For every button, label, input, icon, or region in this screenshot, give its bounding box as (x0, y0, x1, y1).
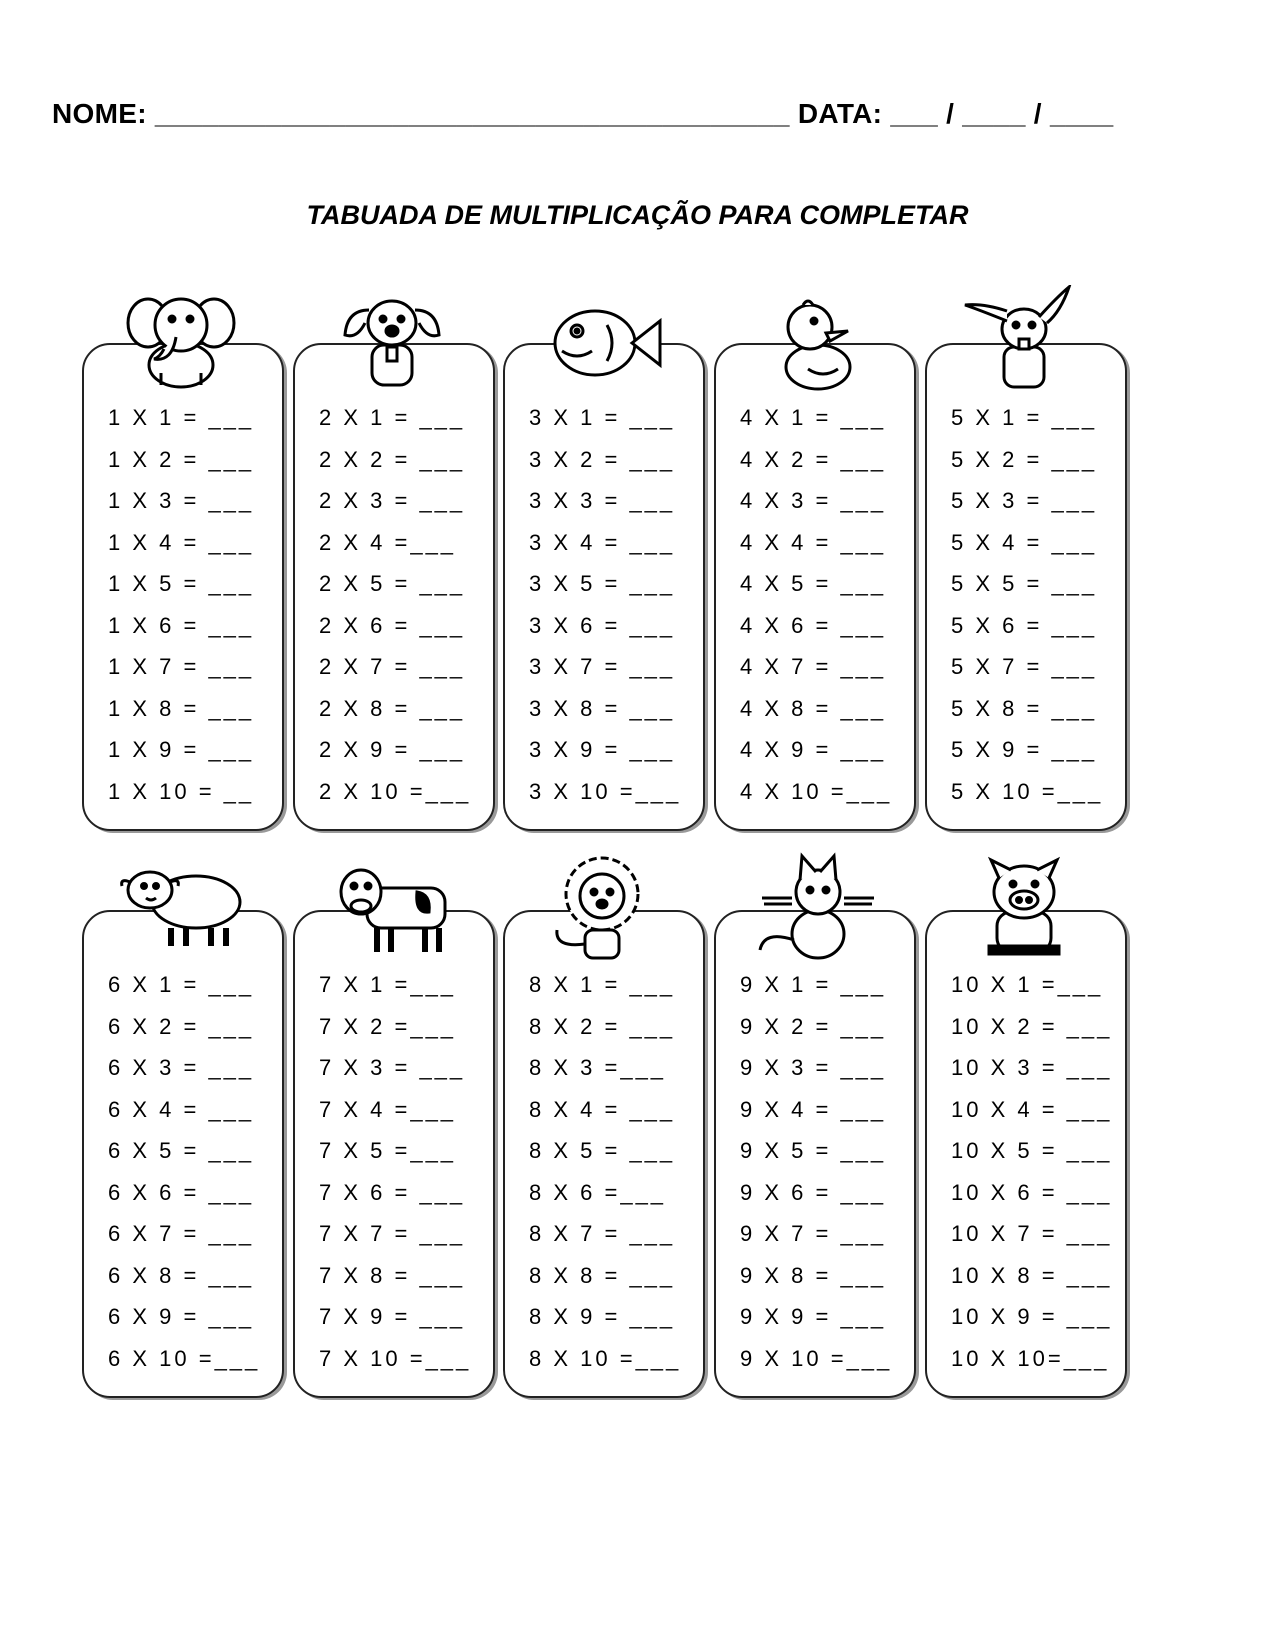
multiplication-row[interactable]: 6 X 7 = ___ (108, 1221, 255, 1246)
multiplication-row[interactable]: 5 X 4 = ___ (951, 529, 1098, 555)
multiplication-row[interactable]: 6 X 3 = ___ (108, 1055, 255, 1080)
multiplication-row[interactable]: 7 X 9 = ___ (319, 1304, 466, 1329)
table-rows (716, 964, 914, 1386)
multiplication-row[interactable]: 5 X 5 = ___ (951, 571, 1098, 596)
multiplication-row[interactable]: 3 X 6 = ___ (529, 612, 676, 638)
multiplication-row[interactable]: 9 X 6 = ___ (740, 1179, 887, 1205)
multiplication-row[interactable]: 7 X 2 =___ (319, 1013, 457, 1039)
multiplication-row[interactable]: 8 X 3 =___ (529, 1055, 667, 1080)
multiplication-row[interactable]: 3 X 1 = ___ (529, 405, 676, 430)
multiplication-row[interactable]: 7 X 7 = ___ (319, 1221, 466, 1246)
multiplication-row[interactable]: 3 X 8 = ___ (529, 695, 676, 721)
multiplication-row[interactable]: 8 X 8 = ___ (529, 1262, 676, 1288)
multiplication-row[interactable]: 1 X 1 = ___ (108, 405, 255, 430)
multiplication-row[interactable]: 8 X 6 =___ (529, 1179, 667, 1205)
multiplication-row[interactable]: 5 X 7 = ___ (951, 654, 1098, 679)
multiplication-row[interactable]: 6 X 9 = ___ (108, 1304, 255, 1329)
multiplication-row[interactable]: 10 X 1 =___ (951, 972, 1104, 997)
multiplication-row[interactable]: 4 X 2 = ___ (740, 446, 887, 472)
multiplication-row[interactable]: 5 X 2 = ___ (951, 446, 1098, 472)
multiplication-row[interactable]: 3 X 4 = ___ (529, 529, 676, 555)
table-card (925, 343, 1127, 831)
multiplication-row[interactable]: 10 X 9 = ___ (951, 1304, 1113, 1329)
multiplication-row[interactable]: 4 X 4 = ___ (740, 529, 887, 555)
multiplication-row[interactable]: 7 X 4 =___ (319, 1096, 457, 1122)
multiplication-row[interactable]: 2 X 7 = ___ (319, 654, 466, 679)
multiplication-row[interactable]: 4 X 7 = ___ (740, 654, 887, 679)
rabbit-icon (959, 285, 1089, 395)
multiplication-row[interactable]: 7 X 1 =___ (319, 972, 457, 997)
multiplication-row[interactable]: 9 X 10 =___ (740, 1345, 893, 1371)
multiplication-row[interactable]: 5 X 10 =___ (951, 778, 1104, 804)
multiplication-row[interactable]: 3 X 7 = ___ (529, 654, 676, 679)
multiplication-row[interactable]: 8 X 2 = ___ (529, 1013, 676, 1039)
multiplication-row[interactable]: 2 X 6 = ___ (319, 612, 466, 638)
multiplication-row[interactable]: 3 X 2 = ___ (529, 446, 676, 472)
pig-icon (959, 852, 1089, 962)
table-card (82, 910, 284, 1398)
table-card (82, 343, 284, 831)
multiplication-row[interactable]: 3 X 9 = ___ (529, 737, 676, 762)
fish-icon (537, 285, 667, 395)
multiplication-row[interactable]: 4 X 10 =___ (740, 778, 893, 804)
multiplication-row[interactable]: 6 X 6 = ___ (108, 1179, 255, 1205)
dog-icon (327, 285, 457, 395)
multiplication-row[interactable]: 2 X 9 = ___ (319, 737, 466, 762)
page-title: TABUADA DE MULTIPLICAÇÃO PARA COMPLETAR (306, 200, 969, 230)
multiplication-row[interactable]: 9 X 7 = ___ (740, 1221, 887, 1246)
multiplication-row[interactable]: 1 X 10 = __ (108, 778, 255, 804)
multiplication-row[interactable]: 6 X 8 = ___ (108, 1262, 255, 1288)
multiplication-row[interactable]: 5 X 9 = ___ (951, 737, 1098, 762)
multiplication-row[interactable]: 9 X 2 = ___ (740, 1013, 887, 1039)
table-rows (505, 397, 703, 819)
multiplication-row[interactable]: 2 X 8 = ___ (319, 695, 466, 721)
multiplication-row[interactable]: 4 X 6 = ___ (740, 612, 887, 638)
multiplication-row[interactable]: 8 X 10 =___ (529, 1345, 682, 1371)
multiplication-row[interactable]: 1 X 4 = ___ (108, 529, 255, 555)
multiplication-row[interactable]: 10 X 5 = ___ (951, 1138, 1113, 1163)
multiplication-row[interactable]: 1 X 7 = ___ (108, 654, 255, 679)
multiplication-row[interactable]: 2 X 3 = ___ (319, 488, 466, 513)
table-card (503, 910, 705, 1398)
multiplication-row[interactable]: 10 X 3 = ___ (951, 1055, 1113, 1080)
cat-icon (748, 852, 878, 962)
multiplication-row[interactable]: 8 X 4 = ___ (529, 1096, 676, 1122)
elephant-icon (116, 285, 246, 395)
table-card (293, 343, 495, 831)
multiplication-row[interactable]: 4 X 9 = ___ (740, 737, 887, 762)
multiplication-row[interactable]: 7 X 8 = ___ (319, 1262, 466, 1288)
multiplication-row[interactable]: 2 X 10 =___ (319, 778, 472, 804)
multiplication-row[interactable]: 6 X 10 =___ (108, 1345, 261, 1371)
table-rows (505, 964, 703, 1386)
multiplication-row[interactable]: 3 X 10 =___ (529, 778, 682, 804)
multiplication-row[interactable]: 4 X 1 = ___ (740, 405, 887, 430)
multiplication-row[interactable]: 9 X 4 = ___ (740, 1096, 887, 1122)
multiplication-row[interactable]: 4 X 5 = ___ (740, 571, 887, 596)
multiplication-row[interactable]: 5 X 6 = ___ (951, 612, 1098, 638)
multiplication-row[interactable]: 8 X 1 = ___ (529, 972, 676, 997)
multiplication-row[interactable]: 7 X 3 = ___ (319, 1055, 466, 1080)
table-rows (84, 964, 282, 1386)
multiplication-row[interactable]: 4 X 8 = ___ (740, 695, 887, 721)
table-rows (927, 964, 1125, 1386)
table-card (293, 910, 495, 1398)
multiplication-row[interactable]: 9 X 3 = ___ (740, 1055, 887, 1080)
multiplication-row[interactable]: 6 X 2 = ___ (108, 1013, 255, 1039)
table-card (503, 343, 705, 831)
multiplication-row[interactable]: 7 X 10 =___ (319, 1345, 472, 1371)
multiplication-row[interactable]: 8 X 7 = ___ (529, 1221, 676, 1246)
multiplication-row[interactable]: 1 X 9 = ___ (108, 737, 255, 762)
multiplication-row[interactable]: 6 X 1 = ___ (108, 972, 255, 997)
multiplication-row[interactable]: 2 X 2 = ___ (319, 446, 466, 472)
multiplication-row[interactable]: 10 X 7 = ___ (951, 1221, 1113, 1246)
multiplication-row[interactable]: 9 X 9 = ___ (740, 1304, 887, 1329)
cow-icon (327, 852, 457, 962)
multiplication-row[interactable]: 10 X 2 = ___ (951, 1013, 1113, 1039)
multiplication-row[interactable]: 8 X 5 = ___ (529, 1138, 676, 1163)
multiplication-row[interactable]: 1 X 6 = ___ (108, 612, 255, 638)
table-rows (927, 397, 1125, 819)
table-card (925, 910, 1127, 1398)
table-rows (84, 397, 282, 819)
multiplication-row[interactable]: 10 X 6 = ___ (951, 1179, 1113, 1205)
table-rows (716, 397, 914, 819)
multiplication-row[interactable]: 7 X 6 = ___ (319, 1179, 466, 1205)
table-card (714, 343, 916, 831)
duck-icon (748, 285, 878, 395)
table-rows (295, 397, 493, 819)
multiplication-row[interactable]: 4 X 3 = ___ (740, 488, 887, 513)
multiplication-row[interactable]: 5 X 1 = ___ (951, 405, 1098, 430)
name-date-line[interactable]: NOME: ________________________________________ DATA: ___ / ____ / ____ (52, 98, 1114, 129)
multiplication-row[interactable]: 9 X 5 = ___ (740, 1138, 887, 1163)
lion-icon (537, 852, 667, 962)
multiplication-row[interactable]: 2 X 1 = ___ (319, 405, 466, 430)
table-rows (295, 964, 493, 1386)
multiplication-row[interactable]: 10 X 4 = ___ (951, 1096, 1113, 1122)
multiplication-row[interactable]: 9 X 8 = ___ (740, 1262, 887, 1288)
multiplication-row[interactable]: 2 X 4 =___ (319, 529, 457, 555)
multiplication-row[interactable]: 5 X 3 = ___ (951, 488, 1098, 513)
table-card (714, 910, 916, 1398)
multiplication-row[interactable]: 5 X 8 = ___ (951, 695, 1098, 721)
multiplication-row[interactable]: 1 X 5 = ___ (108, 571, 255, 596)
sheep-icon (116, 852, 246, 962)
multiplication-row[interactable]: 6 X 4 = ___ (108, 1096, 255, 1122)
multiplication-row[interactable]: 10 X 10=___ (951, 1345, 1110, 1371)
multiplication-row[interactable]: 7 X 5 =___ (319, 1138, 457, 1163)
multiplication-row[interactable]: 1 X 3 = ___ (108, 488, 255, 513)
multiplication-row[interactable]: 3 X 3 = ___ (529, 488, 676, 513)
multiplication-row[interactable]: 1 X 8 = ___ (108, 695, 255, 721)
multiplication-row[interactable]: 6 X 5 = ___ (108, 1138, 255, 1163)
multiplication-row[interactable]: 8 X 9 = ___ (529, 1304, 676, 1329)
multiplication-row[interactable]: 1 X 2 = ___ (108, 446, 255, 472)
multiplication-row[interactable]: 9 X 1 = ___ (740, 972, 887, 997)
multiplication-row[interactable]: 2 X 5 = ___ (319, 571, 466, 596)
multiplication-row[interactable]: 3 X 5 = ___ (529, 571, 676, 596)
multiplication-row[interactable]: 10 X 8 = ___ (951, 1262, 1113, 1288)
